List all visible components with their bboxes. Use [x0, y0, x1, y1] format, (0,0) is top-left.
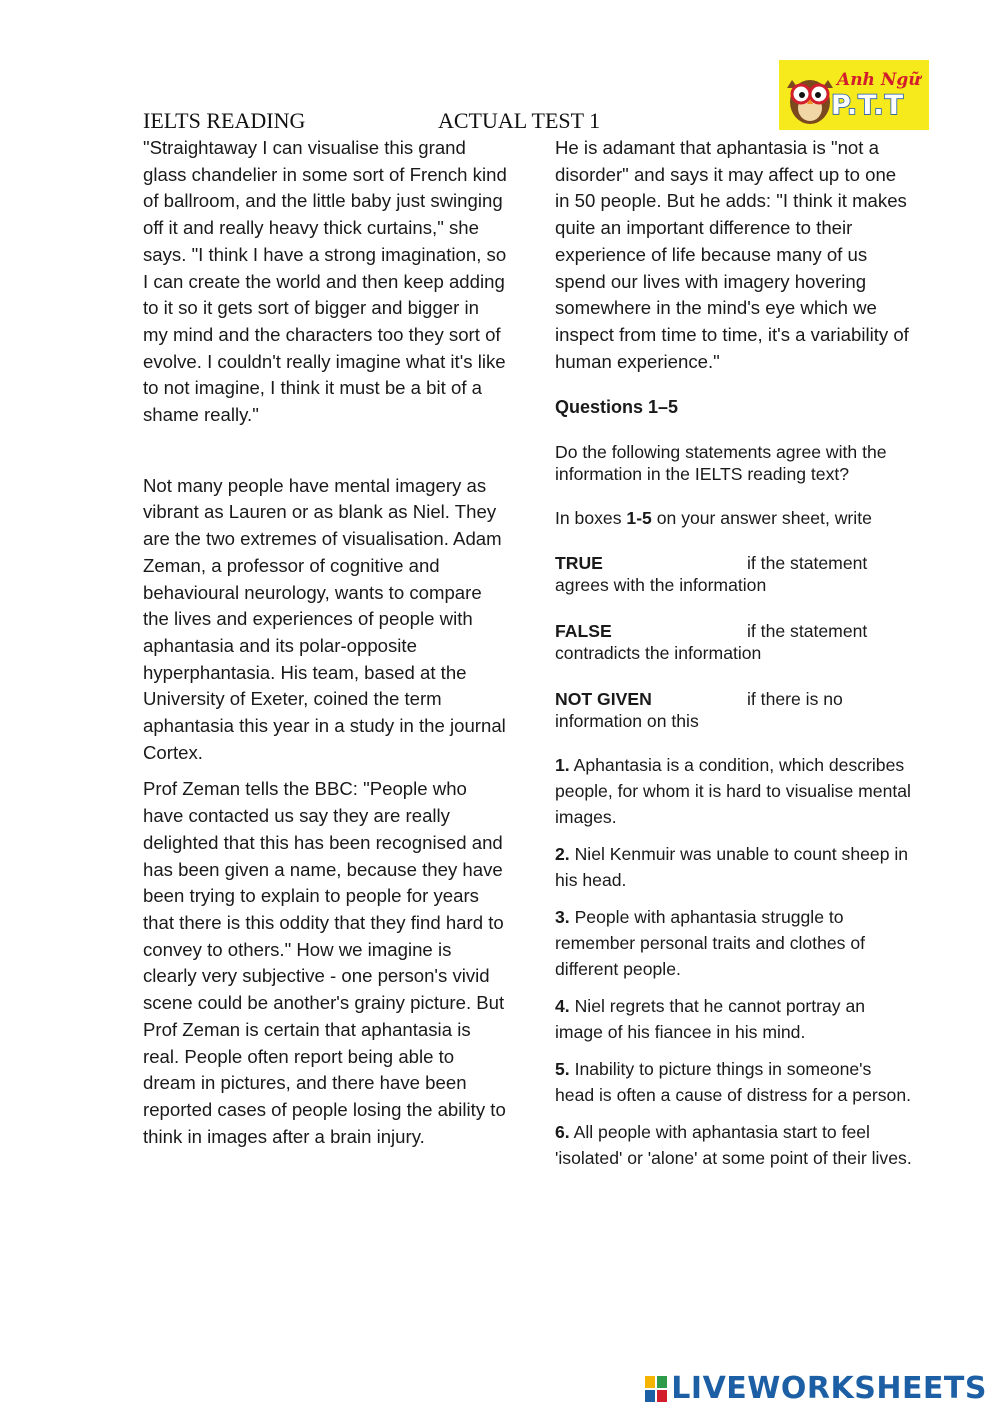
question-text: All people with aphantasia start to feel 'isolated' or 'alone' at some point of their lives.: [555, 1122, 912, 1169]
answer-key-false: [555, 620, 915, 664]
questions-right-column: [555, 135, 915, 1182]
passage-paragraph: "Straightaway I can visualise this grand glass chandelier in some sort of French kind of ballroom, and the little baby just swinging off it and really heavy thick curtains," she says. "I think I have a strong imagination, so I can create the world and then keep adding to it so it gets sort of bigger and bigger in my mind and the characters too they sort of evolve. I couldn't really imagine what it's like to not imagine, I think it must be a bit of a shame really.": [143, 137, 507, 426]
passage-paragraph: Not many people have mental imagery as vibrant as Lauren or as blank as Niel. They are the two extremes of visualisation. Adam Zeman, a professor of cognitive and behavioural neurology, wants to compare the lives and experiences of people with aphantasia and its polar-opposite hyperphantasia. His team, based at the University of Exeter, coined the term aphantasia this year in a study in the journal Cortex.: [143, 474, 506, 763]
page-title: IELTS READING: [143, 108, 306, 133]
question-number: 2.: [555, 844, 570, 865]
question-text: Niel Kenmuir was unable to count sheep in his head.: [555, 844, 909, 891]
instruction-suffix: on your answer sheet, write: [651, 508, 872, 529]
question-statement-5: [555, 1056, 915, 1108]
question-number: 5.: [555, 1059, 570, 1080]
answer-key-label: NOT GIVEN: [555, 689, 652, 710]
question-text: People with aphantasia struggle to remember personal traits and clothes of different people.: [555, 907, 865, 980]
answer-key-true: [555, 552, 915, 596]
passage-paragraph: Prof Zeman tells the BBC: "People who have contacted us say they are really delighted that this has been recognised and has been given a name, because they have been trying to explain to people for years that there is this oddity that they find hard to convey to others." How we imagine is clearly very subjective - one person's vivid scene could be another's grainy picture. But Prof Zeman is certain that aphantasia is real. People often report being able to dream in pictures, and there have been reported cases of people losing the ability to think in images after a brain injury.: [143, 778, 506, 1147]
instruction-answer-sheet: [555, 507, 915, 529]
question-number: 1.: [555, 755, 570, 776]
passage-paragraph: He is adamant that aphantasia is "not a disorder" and says it may affect up to one in 50 people. But he adds: "I think it makes quite an important difference to their experience of life because many of us spend our lives with imagery hovering somewhere in the mind's eye which we inspect from time to time, it's a variability of human experience.": [555, 137, 909, 372]
answer-key-desc-cont: contradicts the information: [555, 643, 762, 664]
answer-key-not-given: [555, 688, 915, 732]
answer-key-label: FALSE: [555, 621, 612, 642]
logo-script-text: Anh Ngữ: [837, 70, 921, 90]
answer-key-desc: if the statement: [747, 553, 868, 574]
answer-key-desc-cont: information on this: [555, 711, 699, 732]
question-statement-3: [555, 904, 915, 982]
instruction-text: Do the following statements agree with the information in the IELTS reading text?: [555, 442, 887, 485]
answer-key-desc-cont: agrees with the information: [555, 575, 767, 596]
passage-left-column: [143, 135, 508, 1150]
question-number: 3.: [555, 907, 570, 928]
question-number: 6.: [555, 1122, 570, 1143]
questions-heading: Questions 1–5: [555, 397, 679, 418]
logo-brand-text: P.T.T: [831, 90, 905, 121]
question-text: Inability to picture things in someone's head is often a cause of distress for a person.: [555, 1059, 911, 1106]
question-text: Niel regrets that he cannot portray an image of his fiancee in his mind.: [555, 996, 866, 1043]
question-statement-6: [555, 1119, 915, 1171]
liveworksheets-logo-icon: [645, 1376, 667, 1402]
question-statement-2: [555, 841, 915, 893]
page-header: [143, 108, 601, 134]
liveworksheets-watermark: [645, 1371, 987, 1406]
answer-key-desc: if there is no: [747, 689, 843, 710]
answer-key-desc: if the statement: [747, 621, 868, 642]
instruction-prefix: In boxes: [555, 508, 627, 529]
question-statement-1: [555, 752, 915, 830]
logo: [779, 60, 929, 130]
question-statement-4: [555, 993, 915, 1045]
liveworksheets-brand: LIVEWORKSHEETS: [671, 1371, 987, 1406]
instruction-box-range: 1-5: [626, 508, 652, 529]
question-text: Aphantasia is a condition, which describes people, for whom it is hard to visualise mental images.: [555, 755, 911, 828]
answer-key-label: TRUE: [555, 553, 603, 574]
page-subtitle: ACTUAL TEST 1: [438, 108, 601, 133]
owl-mascot-icon: [783, 66, 837, 126]
question-number: 4.: [555, 996, 570, 1017]
